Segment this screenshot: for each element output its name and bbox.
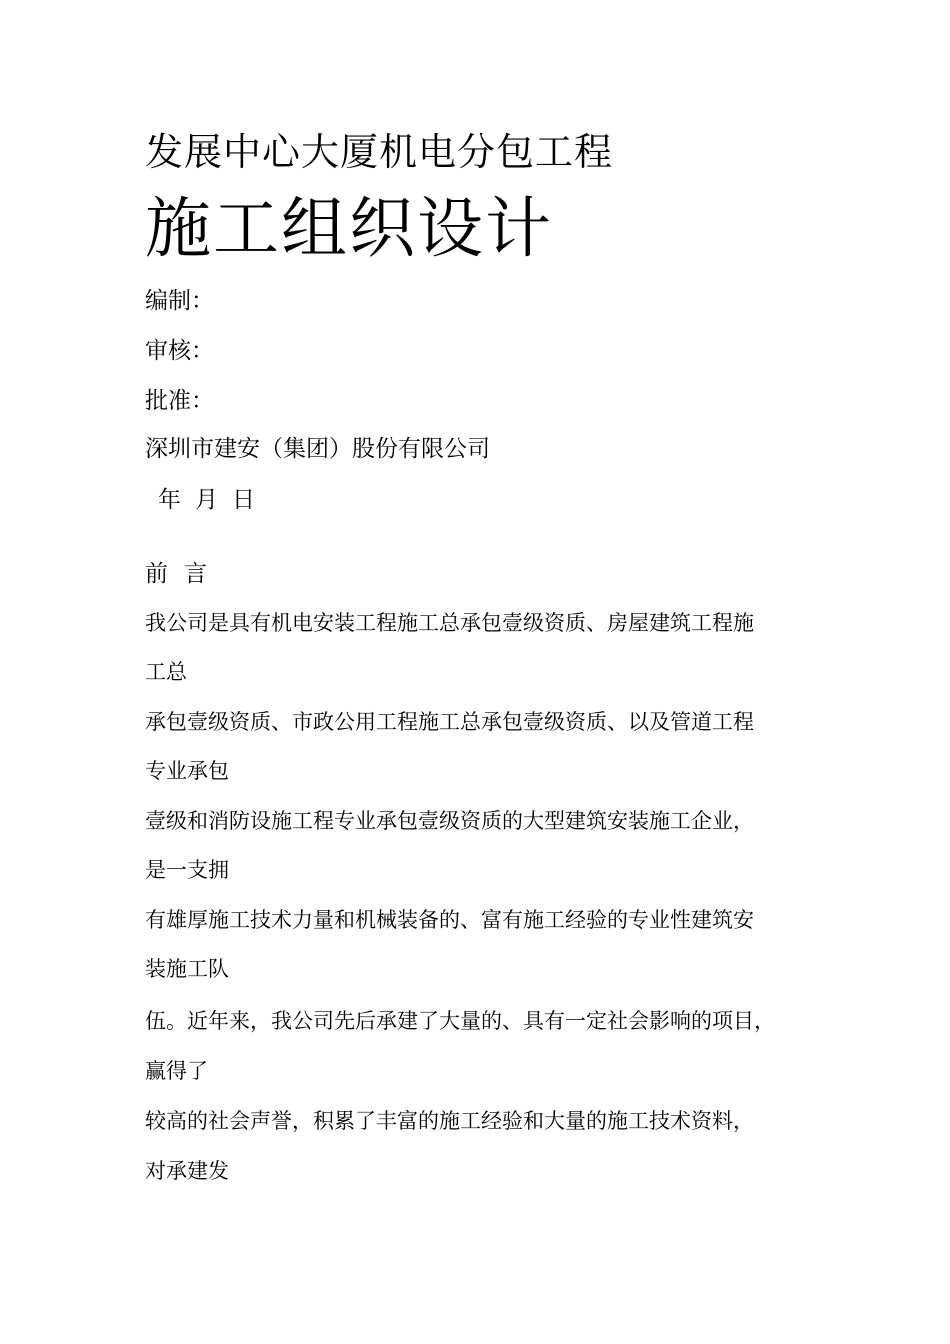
preface-line: 我公司是具有机电安装工程施工总承包壹级资质、房屋建筑工程施 (145, 611, 754, 635)
preface-line: 对承建发 (145, 1159, 229, 1183)
preface-line: 工总 (145, 660, 187, 684)
preface-line: 伍。近年来，我公司先后承建了大量的、具有一定社会影响的项目， (145, 1009, 775, 1033)
preface-line: 壹级和消防设施工程专业承包壹级资质的大型建筑安装施工企业， (145, 809, 754, 833)
date-day: 日 (232, 487, 255, 513)
approve-label: 批准： (145, 388, 214, 414)
preface-heading (145, 563, 207, 586)
date-year: 年 (158, 487, 181, 513)
company-name: 深圳市建安（集团）股份有限公司 (145, 436, 490, 462)
preface-line: 较高的社会声誉，积累了丰富的施工经验和大量的施工技术资料， (145, 1109, 754, 1133)
preface-line: 有雄厚施工技术力量和机械装备的、富有施工经验的专业性建筑安 (145, 908, 754, 932)
preface-line: 是一支拥 (145, 858, 229, 882)
preface-line: 承包壹级资质、市政公用工程施工总承包壹级资质、以及管道工程 (145, 710, 754, 734)
compile-label: 编制： (145, 288, 214, 314)
date-line (158, 489, 255, 512)
preface-heading-char-1: 前 (145, 561, 168, 587)
document-title: 施工组织设计 (145, 190, 553, 267)
preface-line: 赢得了 (145, 1059, 208, 1083)
preface-line: 装施工队 (145, 957, 229, 981)
document-subtitle: 发展中心大厦机电分包工程 (145, 130, 614, 174)
preface-heading-char-2: 言 (184, 561, 207, 587)
review-label: 审核： (145, 338, 214, 364)
date-month: 月 (195, 487, 218, 513)
preface-line: 专业承包 (145, 759, 229, 783)
